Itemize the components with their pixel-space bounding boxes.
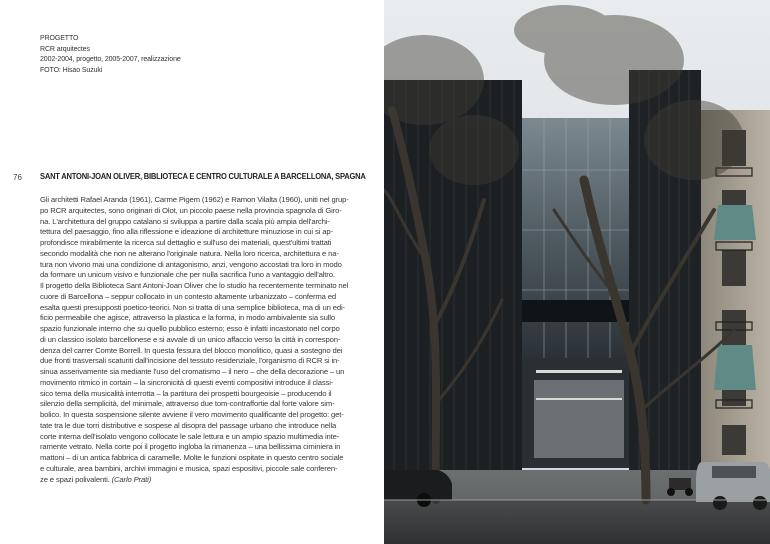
body-line: corte interna dell'isolato vengono collocate le sale lettura e un ampio spazio multimedia inte- [40, 431, 340, 441]
body-line: bolico. In questa sospensione silente avviene il vero movimento qualificante del progetto: get- [40, 410, 344, 419]
body-line: tate tra le due torri distributive e sospese al disopra del passage urbano che introduce nella [40, 420, 337, 430]
body-line: secondo modalità che non ne alterano l'originale natura. Nella loro ricerca, architettura e na- [40, 248, 339, 258]
body-line: denza del carrer Comte Borrell. In questa fessura del blocco monolitico, quasi a sostegno dei [40, 345, 343, 355]
body-line: po RCR arquitectes, sono originari di Olot, un piccolo paese nella provincia spagnola di Giro- [40, 205, 342, 215]
body-line: cuore di Barcellona – seppur collocato in un contesto altamente urbanizzato – conferma ed [40, 291, 337, 301]
body-line: e culturale, area bambini, archivi immagini e musica, spazi espositivi, piccole sale conferen- [40, 463, 338, 473]
passage-light [534, 380, 624, 458]
body-line: movimento ritmico in cortain – la sincronicità di questi eventi compositivi introduce il classi- [40, 377, 334, 387]
body-line: Il progetto della Biblioteca Sant Antoni-Joan Oliver che lo studio ha recentemente terminato nel [40, 281, 349, 290]
body-line: sinua asserivamente sia mediante l'uso del cromatismo – il nero – che della decorazione – un [40, 367, 345, 376]
body-last-line: ze e spazi polivalenti. [40, 474, 110, 484]
body-line [40, 475, 370, 486]
body-line: due fronti trasversali scaturiti dall'incisione del tessuto residenziale, l'organismo di RCR si in- [40, 356, 340, 366]
body-line: spazio funzionale interno che su quello pubblico esterno; esso è infatti incastonato nel corpo [40, 324, 340, 333]
right-page-photo [384, 0, 770, 544]
body-line: silenzio della semplicità, del minimale, attraverso due tom-contraffortie dal forte valore sim- [40, 399, 335, 409]
credits-photo: FOTO: Hisao Suzuki [40, 66, 103, 74]
credits-architects: RCR arquitectes [40, 45, 90, 53]
credits-label: PROGETTO [40, 35, 79, 42]
page-number: 76 [13, 173, 22, 182]
article-title: SANT ANTONI-JOAN OLIVER, BIBLIOTECA E CENTRO CULTURALE A BARCELLONA, SPAGNA [40, 171, 366, 181]
credits-dates: 2002-2004, progetto, 2005-2007, realizzazione [40, 56, 181, 63]
body-line: mattoni – di un antica fabbrica di caramelle. Molte le funzioni ospitate in questo centro sociale [40, 453, 344, 462]
article-body [40, 195, 370, 485]
body-line: sico tema della musicalità interrotta – la partitura dei prospetti bourgeoisie – producendo il [40, 388, 332, 398]
body-line: ramente vetrato. Nella corte poi il progetto ingloba la rimanenza – una bellissima ciminiera in [40, 442, 341, 452]
body-line: tura non vivono mai una condizione di antagonismo, anzi, vengono accostati tra loro in modo [40, 259, 342, 269]
body-line: profondisce mirabilmente la ricerca sul dettaglio e sull'uso dei materiali, quest'ultimi trattati [40, 238, 332, 247]
body-line: ficio permeabile che agisce, attraverso la plastica e la forma, in modo ambivalente sia sullo [40, 313, 335, 323]
body-line: na. L'architettura del gruppo catalano si sviluppa a partire dalla scala più ampia dell'archi- [40, 216, 330, 226]
project-credits [40, 34, 181, 76]
body-line: tettura del paesaggio, fino alla riflessione e ideazione di architetture minuziose in cui si ap- [40, 227, 333, 237]
article-author: (Carlo Prati) [111, 474, 152, 484]
body-line: da formare un unicum visivo e funzionale che per nulla sacrifica l'uno a vantaggio dell'altro. [40, 270, 335, 280]
body-line: di un classico isolato barcellonese e si avvale di un unico affaccio verso la città in correspon- [40, 334, 341, 344]
body-line: Gli architetti Rafael Aranda (1961), Carme Pigem (1962) e Ramon Vilalta (1960), uniti nel grup- [40, 195, 349, 204]
building-photo [384, 0, 770, 544]
left-page [0, 0, 384, 544]
body-line: esalta questi presupposti poetico-teorici. Non si tratta di una semplice biblioteca, ma di un edi- [40, 302, 345, 312]
